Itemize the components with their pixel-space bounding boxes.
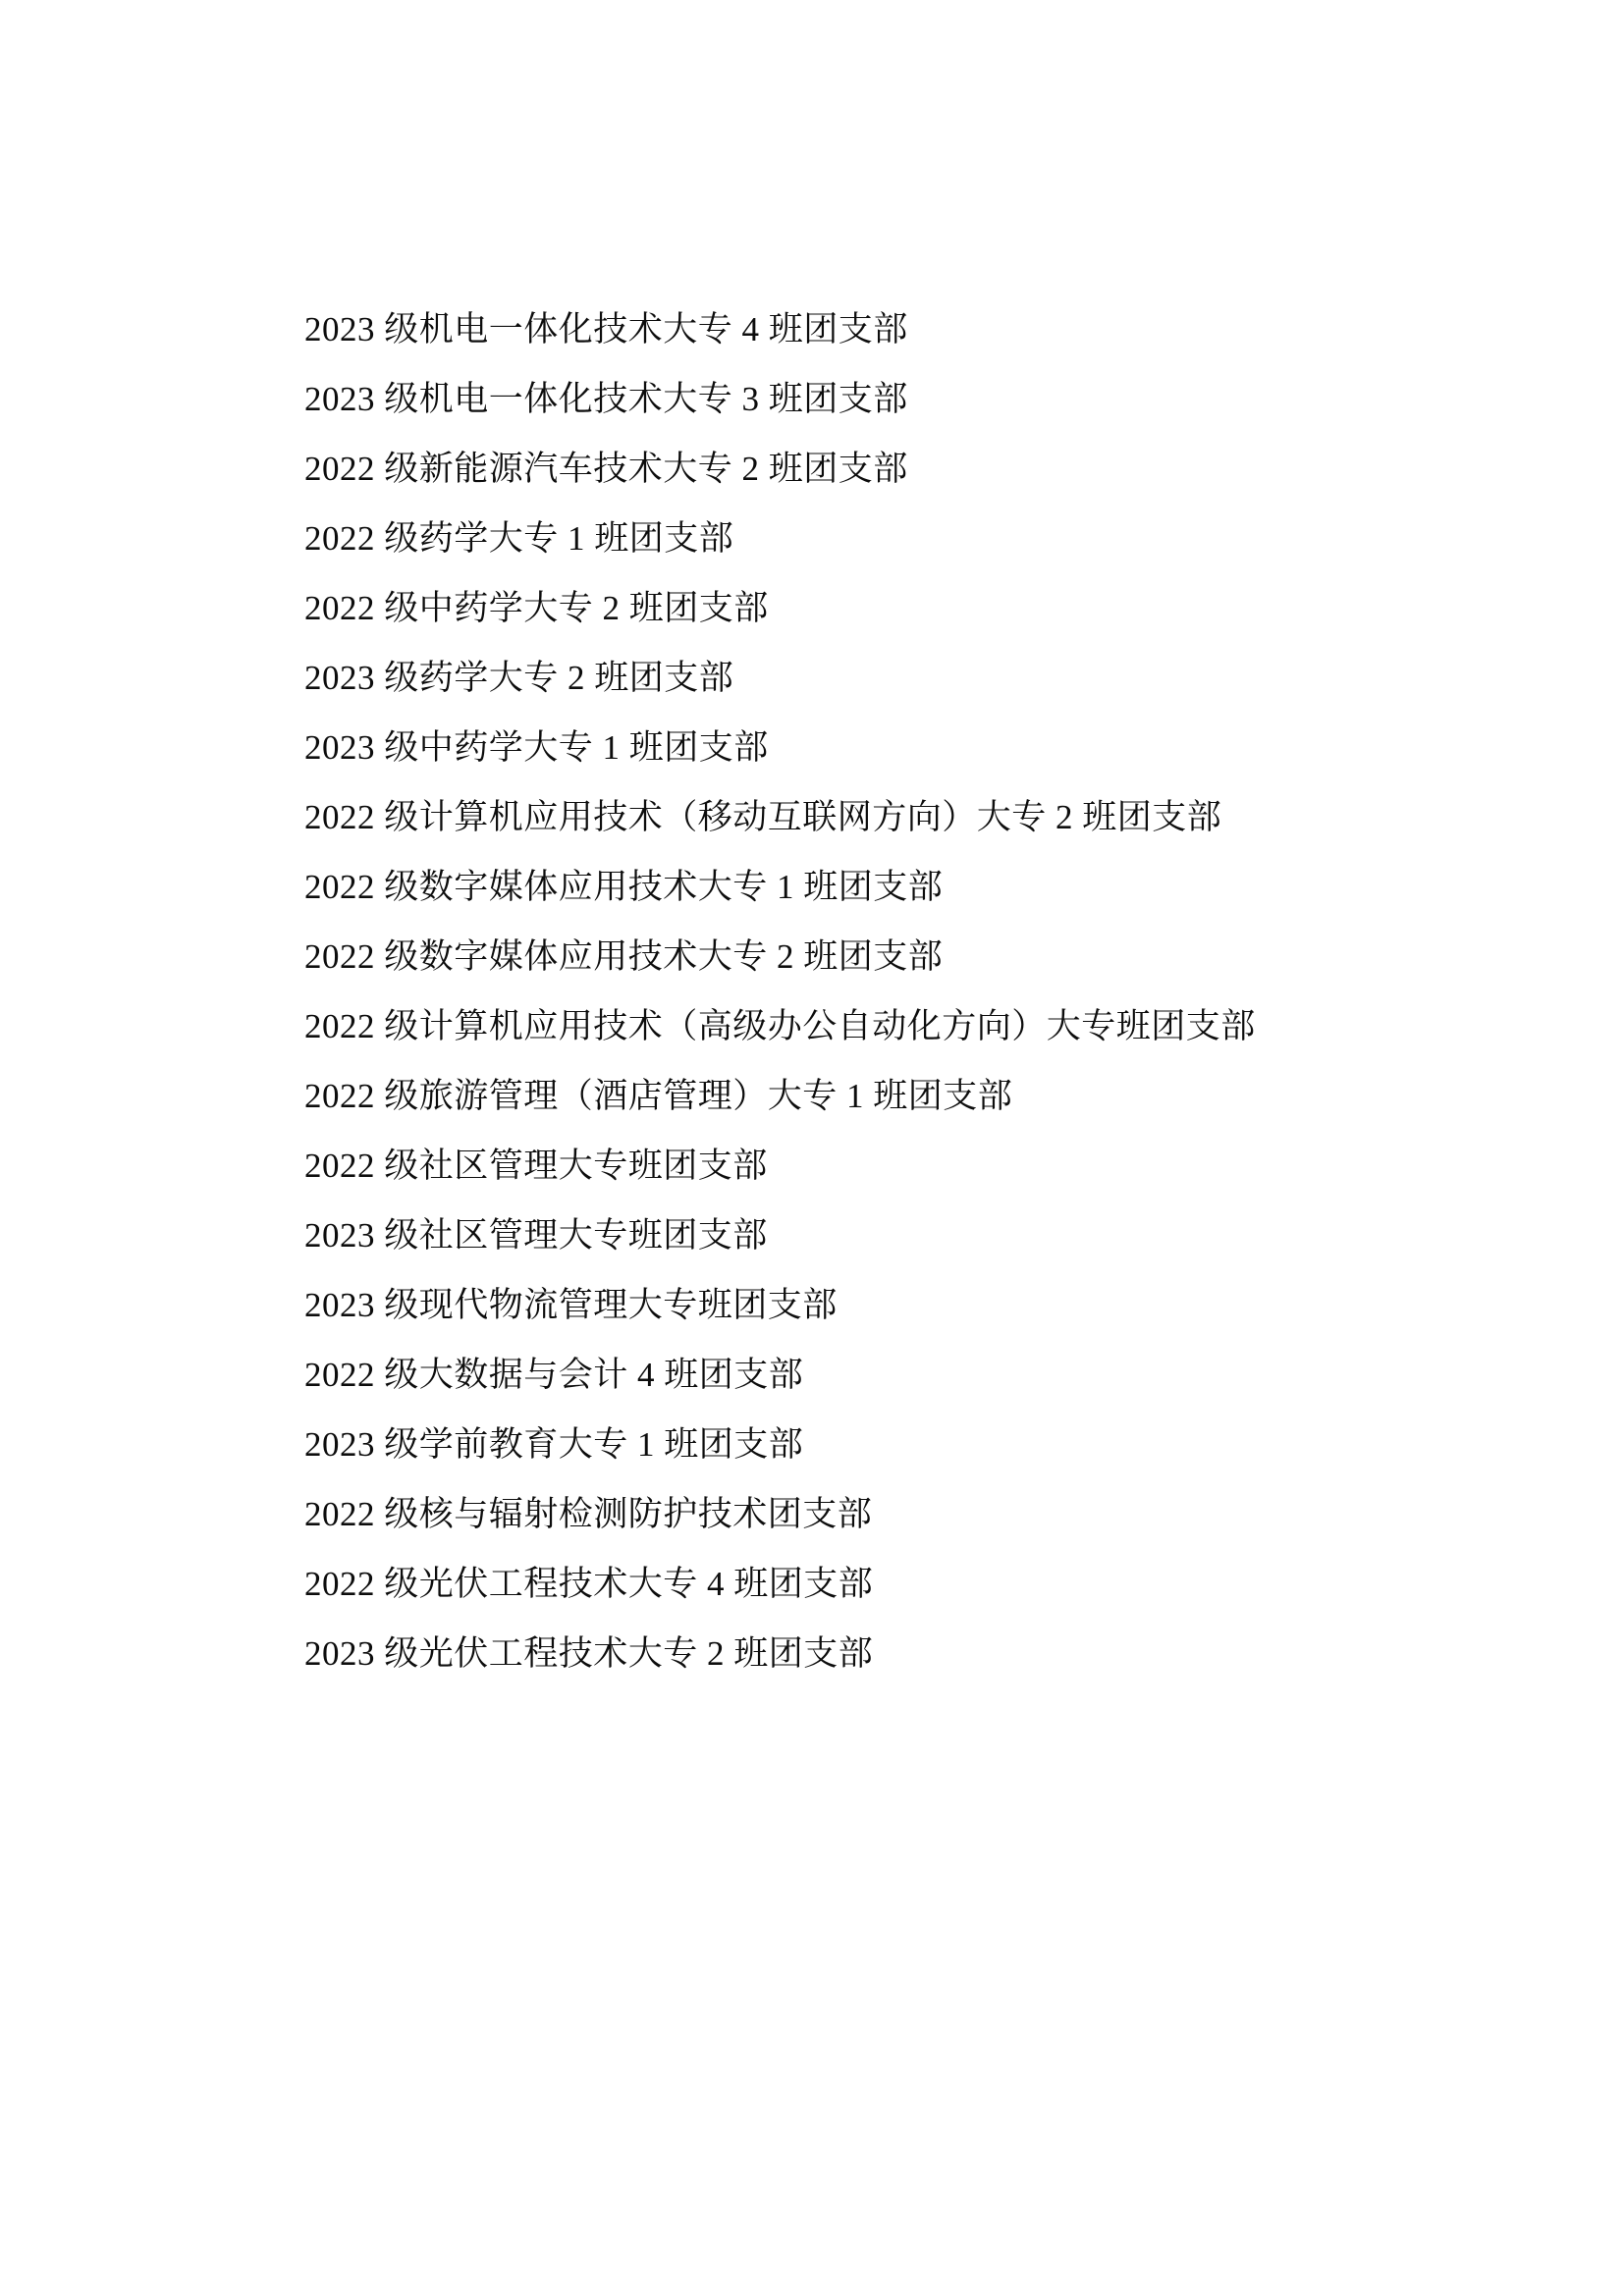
list-item: 2023 级社区管理大专班团支部 [304, 1216, 768, 1255]
list-item: 2022 级社区管理大专班团支部 [304, 1147, 768, 1185]
list-item: 2022 级旅游管理（酒店管理）大专 1 班团支部 [304, 1077, 1013, 1115]
list-item: 2023 级机电一体化技术大专 3 班团支部 [304, 380, 908, 418]
list-item: 2022 级中药学大专 2 班团支部 [304, 589, 769, 627]
list-item: 2023 级药学大专 2 班团支部 [304, 659, 734, 697]
list-item: 2023 级光伏工程技术大专 2 班团支部 [304, 1634, 874, 1673]
list-item: 2022 级大数据与会计 4 班团支部 [304, 1356, 804, 1394]
list-item: 2022 级药学大专 1 班团支部 [304, 519, 734, 558]
list-item: 2022 级数字媒体应用技术大专 1 班团支部 [304, 868, 944, 906]
list-item: 2022 级计算机应用技术（高级办公自动化方向）大专班团支部 [304, 1007, 1256, 1045]
list-item: 2022 级核与辐射检测防护技术团支部 [304, 1495, 873, 1533]
list-item: 2022 级数字媒体应用技术大专 2 班团支部 [304, 937, 944, 976]
list-item: 2022 级光伏工程技术大专 4 班团支部 [304, 1565, 874, 1603]
list-item: 2023 级现代物流管理大专班团支部 [304, 1286, 838, 1324]
list-item: 2022 级新能源汽车技术大专 2 班团支部 [304, 450, 908, 488]
list-item: 2022 级计算机应用技术（移动互联网方向）大专 2 班团支部 [304, 798, 1222, 836]
list-item: 2023 级学前教育大专 1 班团支部 [304, 1425, 804, 1464]
document-body [304, 294, 1434, 1688]
list-item: 2023 级机电一体化技术大专 4 班团支部 [304, 310, 908, 348]
list-item: 2023 级中药学大专 1 班团支部 [304, 728, 769, 767]
